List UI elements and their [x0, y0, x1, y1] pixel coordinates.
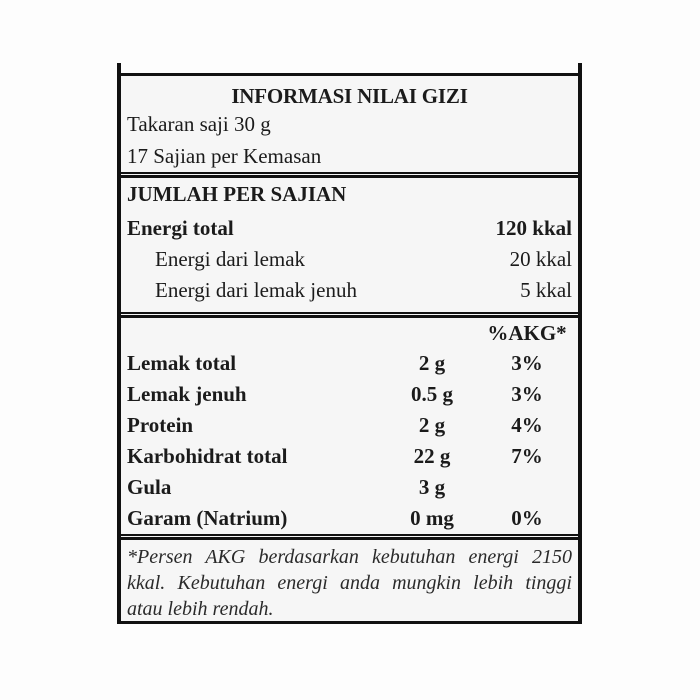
akg-header-spacer: [127, 318, 382, 348]
nutrient-name: Lemak total: [127, 351, 237, 375]
nutrient-amount: 2 g: [418, 351, 446, 375]
label-title: INFORMASI NILAI GIZI: [231, 84, 468, 108]
nutrient-name: Protein: [127, 413, 194, 437]
serving-size-text: Takaran saji 30 g: [127, 112, 271, 136]
energy-row-name: Energi total: [127, 216, 234, 240]
nutrient-amount: 22 g: [413, 444, 451, 468]
energy-row-value: 5 kkal: [520, 278, 572, 302]
energy-row: [127, 244, 572, 275]
footnote-line: *Persen AKG berdasarkan kebutuhan energi 2150: [127, 546, 572, 568]
nutrient-row: [127, 472, 572, 503]
footnote-line: kkal. Kebutuhan energi anda mungkin lebih tinggi: [127, 572, 572, 594]
nutrient-row: [127, 379, 572, 410]
nutrient-row: [127, 503, 572, 534]
nutrient-name: Lemak jenuh: [127, 382, 247, 406]
nutrient-name: Garam (Natrium): [127, 506, 288, 530]
akg-header-row: [127, 318, 572, 348]
servings-per-pack-text: 17 Sajian per Kemasan: [127, 144, 322, 168]
footnote-line: atau lebih rendah.: [127, 598, 274, 620]
amount-column-header: [382, 318, 482, 348]
nutrient-amount: 3 g: [418, 475, 446, 499]
energy-row-name: Energi dari lemak jenuh: [155, 278, 357, 302]
energy-row: [127, 275, 572, 306]
nutrient-amount: 0.5 g: [411, 382, 453, 406]
nutrients-section: [121, 318, 578, 534]
per-serving-heading: JUMLAH PER SAJIAN: [127, 182, 347, 206]
nutrient-name: Gula: [127, 475, 172, 499]
energy-row: [127, 213, 572, 244]
nutrient-amount: 0 mg: [410, 506, 454, 530]
nutrient-akg: 3%: [511, 382, 543, 406]
nutrient-row: [127, 348, 572, 379]
nutrient-akg: 4%: [511, 413, 543, 437]
nutrition-facts-label: [117, 73, 582, 624]
nutrient-name: Karbohidrat total: [127, 444, 288, 468]
energy-row-name: Energi dari lemak: [155, 247, 306, 271]
akg-footnote: [121, 540, 578, 622]
nutrient-akg: 0%: [511, 506, 543, 530]
per-serving-section: [121, 178, 578, 306]
nutrient-akg: 3%: [511, 351, 543, 375]
energy-row-value: 20 kkal: [509, 247, 572, 271]
nutrient-row: [127, 441, 572, 472]
nutrient-amount: 2 g: [418, 413, 446, 437]
label-header-section: [121, 76, 578, 172]
akg-column-header: %AKG*: [487, 321, 567, 345]
energy-row-value: 120 kkal: [495, 216, 572, 240]
nutrient-akg: 7%: [511, 444, 543, 468]
nutrient-akg: [482, 472, 572, 503]
nutrient-row: [127, 410, 572, 441]
